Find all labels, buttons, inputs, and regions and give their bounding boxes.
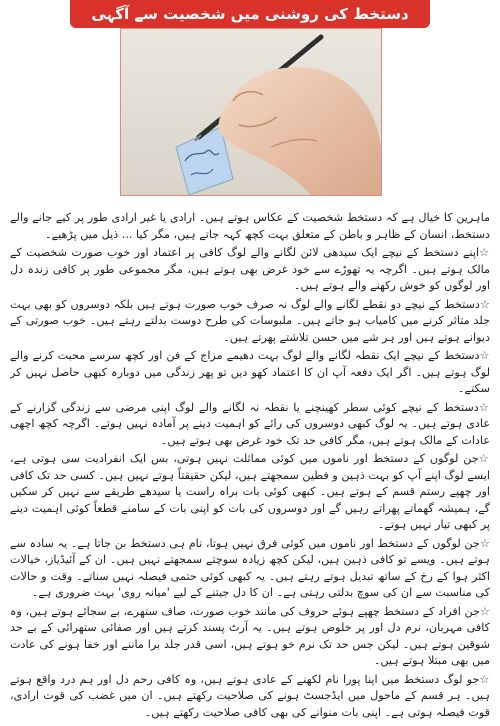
paragraph-one-dot: ☆دستخط کے نیچے ایک نقطہ لگانے والے لوگ بہت دھیمے مزاج کے فن اور کچھ سرسے محبت کرنے والے لوگ ہوتے ہیں۔ اگر ایک دفعہ آپ ان کا اعتماد کھو دیں تو پھر زندگی میں دوبارہ کبھی حاصل نہیں کر سکتے۔ <box>10 349 490 395</box>
article-body <box>10 210 490 720</box>
signature-photo <box>120 28 382 196</box>
star-icon: ☆ <box>478 400 490 414</box>
paragraph-printed-letters: ☆جن افراد کے دستخط چھپے ہوئے حروف کی مانند خوب صورت، صاف ستھرے، بے سجائے ہوتے ہیں، وہ کافی مہربان، نرم دل اور پر خلوص ہوتے ہیں۔ یہ آرٹ پسند کرتے ہیں اور صفائی ستھرائی کے بے حد شوقین ہوتے ہیں۔ لیکن جس حد تک نرم خو ہوتے ہیں، اسی قدر جلد برا ماننے اور خفا ہونے کی عادت میں بھی مبتلا ہوتے ہیں۔ <box>10 604 490 667</box>
star-icon: ☆ <box>479 604 490 618</box>
page-title: دستخط کی روشنی میں شخصیت سے آگہی <box>91 5 409 23</box>
paragraph-straight-line: ☆اپنے دستخط کے نیچے ایک سیدھی لائن لگانے والے لوگ کافی پر اعتماد اور خوب صورت شخصیت کے مالک ہوتے ہیں۔ اگرچہ یہ تھوڑے سے خود غرض بھی ہوتے ہیں، مگر مجموعی طور پر کافی زندہ دل اور لوگوں کو خوش رکھنے والے ہوتے ہیں۔ <box>10 246 490 292</box>
star-icon: ☆ <box>479 297 490 311</box>
star-icon: ☆ <box>479 536 490 550</box>
star-icon: ☆ <box>479 349 490 362</box>
paragraph-two-dots: ☆دستخط کے نیچے دو نقطے لگانے والے لوگ نہ صرف خوب صورت ہوتے ہیں بلکہ دوسروں کو بھی بہت جلد متاثر کرنے میں کامیاب ہو جاتے ہیں۔ ملبوسات کی طرح دوست بدلتے رہتے ہیں۔ خوب صورتی کے دیوانے ہوتے ہیں اور ہر شے میں حسن تلاشتے پھرتے ہیں۔ <box>10 297 490 344</box>
paragraph-no-resemblance: ☆جن لوگوں کے دستخط اور ناموں میں کوئی مماثلت نہیں ہوتی، بس ایک انفرادیت سی ہوتی ہے، ایسے لوگ اپنے آپ کو بہت ذہین و فطین سمجھتے ہیں، لیکن حقیقتاً ہوتے نہیں ہیں۔ کسی حد تک کافی اور چھپے رستم قسم کے ہوتے ہیں۔ کبھی کوئی بات براہ راست یا سیدھے طریقے سے نہیں کر سکیں گے، ہمیشہ گھماتے پھراتے رہیں گے اور دوسروں کی بات کو اپنی بات کے سامنے قطعاً کوئی اہمیت دینے پر کبھی تیار نہیں ہوتے۔ <box>10 452 490 531</box>
paragraph-no-line: ☆دستخط کے نیچے کوئی سطر کھینچنے یا نقطہ نہ لگانے والے لوگ اپنی مرضی سے زندگی گزارنے کے عادی ہوتے ہیں۔ یہ لوگ کبھی دوسروں کی رائے کو اہمیت دینے پر آمادہ نہیں ہوتے۔ اگرچہ کچھ اچھی عادات کے مالک ہوتے ہیں، مگر کافی حد تک خود غرض بھی ہوتے ہیں۔ <box>10 400 490 447</box>
intro-paragraph: ماہرین کا خیال ہے کہ دستخط شخصیت کے عکاس ہوتے ہیں۔ ارادی یا غیر ارادی طور پر کیے جانے والے دستخط، انسان کے ظاہر و باطن کے متعلق بہت کچھ کہہ جاتے ہیں، مگر کیا ... ذیل میں پڑھیے۔ <box>10 211 490 241</box>
star-icon: ☆ <box>479 246 490 259</box>
paragraph-name-as-signature: ☆جن لوگوں کے دستخط اور ناموں میں کوئی فرق نہیں ہوتا، نام ہی دستخط بن جاتا ہے۔ یہ سادہ سے ہوتے ہیں۔ ویسے تو کافی ذہین ہیں، لیکن کچھ زیادہ سوچتے سمجھتے نہیں ہیں۔ ان کے آئیڈیاز، خیالات اکثر ہوا کے رخ کے ساتھ تبدیل ہوتے رہتے ہیں۔ یہ کبھی کوئی حتمی فیصلہ نہیں سناتے۔ وقت و حالات کی مناسبت سے ان کی سوچ بدلتی رہتی ہے۔ ان کا دل جیتنے کے لیے 'میانہ روی' بہت ضروری ہے۔ <box>10 536 490 599</box>
hand-writing-illustration <box>121 29 381 195</box>
star-icon: ☆ <box>479 672 490 686</box>
paragraph-full-name: ☆جو لوگ دستخط میں اپنا پورا نام لکھنے کے عادی ہوتے ہیں، وہ کافی رحم دل اور ہم درد واقع ہوتے ہیں۔ ہر قسم کے ماحول میں ایڈجسٹ ہونے کی صلاحیت رکھتے ہیں۔ ان میں غضب کی قوت ارادی، قوت فیصلہ ہوتی ہے۔ اپنی بات منوانے کی بھی کافی صلاحیت رکھتے ہیں۔ <box>10 672 490 719</box>
star-icon: ☆ <box>478 452 490 465</box>
